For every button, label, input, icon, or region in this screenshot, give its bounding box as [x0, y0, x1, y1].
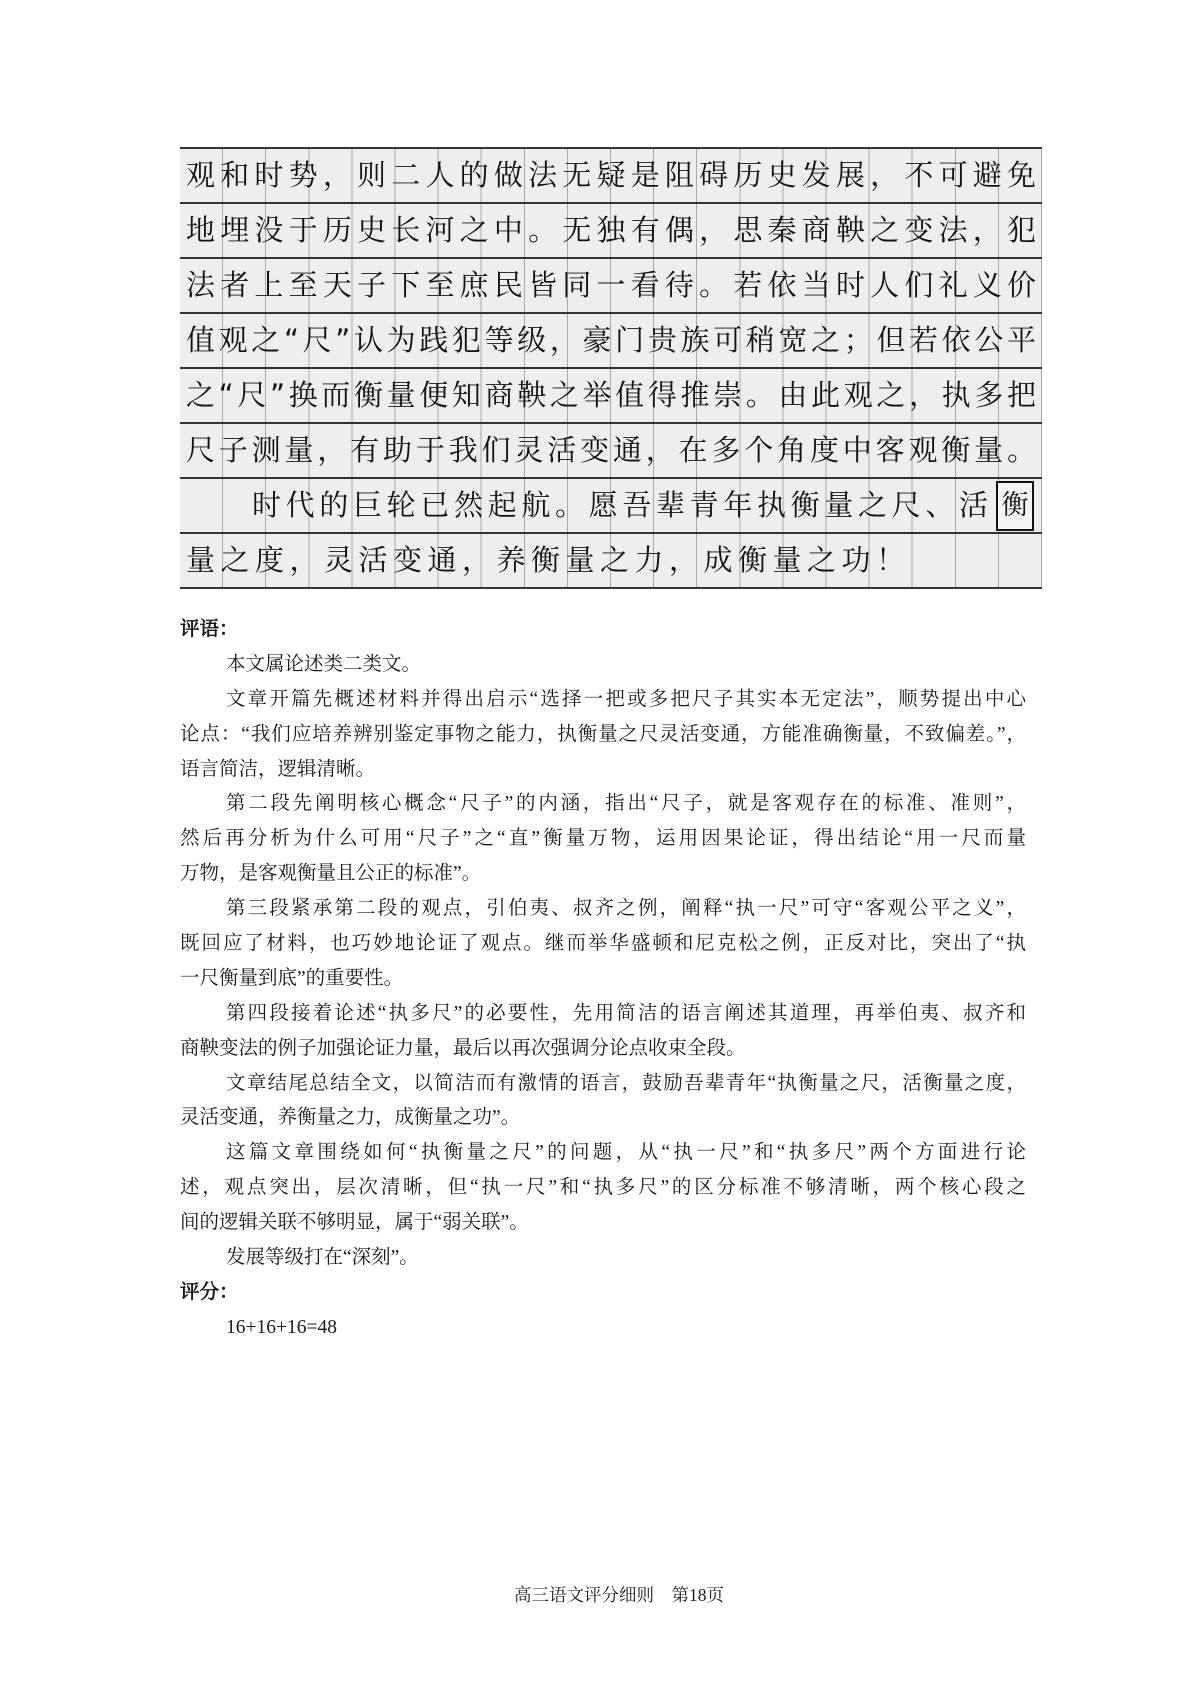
comment-line: 然后再分析为什么可用“尺子”之“直”衡量万物，运用因果论证，得出结论“用一尺而量 [180, 828, 1026, 850]
comment-line: 发展等级打在“深刻”。 [226, 1247, 419, 1269]
essay-row [180, 147, 1042, 202]
comment-line: 述，观点突出，层次清晰，但“执一尺”和“执多尺”的区分标准不够清晰，两个核心段之 [180, 1177, 1026, 1199]
essay-row [180, 202, 1042, 257]
essay-row-text: 之“尺”换而衡量便知商鞅之举值得推崇。由此观之，执多把 [186, 378, 1036, 412]
score-heading: 评分： [180, 1281, 239, 1303]
comment-line: 灵活变通，养衡量之力，成衡量之功”。 [180, 1107, 521, 1129]
comment-line: 第四段接着论述“执多尺”的必要性，先用简洁的语言阐述其道理，再举伯夷、叔齐和 [226, 1002, 1026, 1024]
essay-row-text: 值观之“尺”认为践犯等级，豪门贵族可稍宽之；但若依公平 [186, 323, 1036, 357]
essay-row [180, 422, 1042, 477]
page-footer: 高三语文评分细则 第18页 [514, 1585, 724, 1605]
essay-row-text: 时代的巨轮已然起航。愿吾辈青年执衡量之尺、活 [252, 488, 988, 522]
essay-row-text: 地埋没于历史长河之中。无独有偶，思秦商鞅之变法，犯 [186, 213, 1036, 247]
comment-line: 既回应了材料，也巧妙地论证了观点。继而举华盛顿和尼克松之例，正反对比，突出了“执 [180, 933, 1026, 955]
handwritten-essay-scan [180, 147, 1042, 589]
comment-line: 论点：“我们应培养辨别鉴定事物之能力，执衡量之尺灵活变通，方能准确衡量，不致偏差。”， [180, 723, 1026, 745]
comment-line: 第三段紧承第二段的观点，引伯夷、叔齐之例，阐释“执一尺”可守“客观公平之义”， [226, 898, 1026, 920]
comment-heading: 评语： [180, 619, 239, 640]
comment-line: 文章结尾总结全文，以简洁而有激情的语言，鼓励吾辈青年“执衡量之尺，活衡量之度， [226, 1072, 1026, 1094]
comment-line: 语言简洁，逻辑清晰。 [180, 758, 376, 780]
essay-row-text: 量之度，灵活变通，养衡量之力，成衡量之功！ [186, 543, 911, 577]
comment-line: 商鞅变法的例子加强论证力量，最后以再次强调分论点收束全段。 [180, 1037, 746, 1059]
essay-row-final [180, 532, 1042, 587]
comment-line: 一尺衡量到底”的重要性。 [180, 967, 404, 989]
comment-line: 第二段先阐明核心概念“尺子”的内涵，指出“尺子，就是客观存在的标准、准则”， [226, 793, 1026, 815]
comment-line: 文章开篇先概述材料并得出启示“选择一把或多把尺子其实本无定法”，顺势提出中心 [226, 688, 1026, 710]
comment-line: 万物，是客观衡量且公正的标准”。 [180, 863, 482, 885]
essay-row [180, 257, 1042, 312]
comment-line: 本文属论述类二类文。 [226, 653, 422, 675]
score-value: 16+16+16=48 [226, 1316, 337, 1338]
essay-row-text: 法者上至天子下至庶民皆同一看待。若依当时人们礼义价 [186, 268, 1036, 302]
essay-row-text: 观和时势，则二人的做法无疑是阻碍历史发展，不可避免 [186, 158, 1036, 192]
essay-row-indented [180, 477, 1042, 532]
comment-line: 间的逻辑关联不够明显，属于“弱关联”。 [180, 1212, 529, 1234]
comment-section [180, 613, 1026, 1346]
boxed-character: 衡 [996, 481, 1034, 531]
essay-row [180, 367, 1042, 422]
essay-row-text: 尺子测量，有助于我们灵活变通，在多个角度中客观衡量。 [186, 433, 1036, 467]
comment-line: 这篇文章围绕如何“执衡量之尺”的问题，从“执一尺”和“执多尺”两个方面进行论 [226, 1142, 1026, 1164]
essay-row [180, 312, 1042, 367]
